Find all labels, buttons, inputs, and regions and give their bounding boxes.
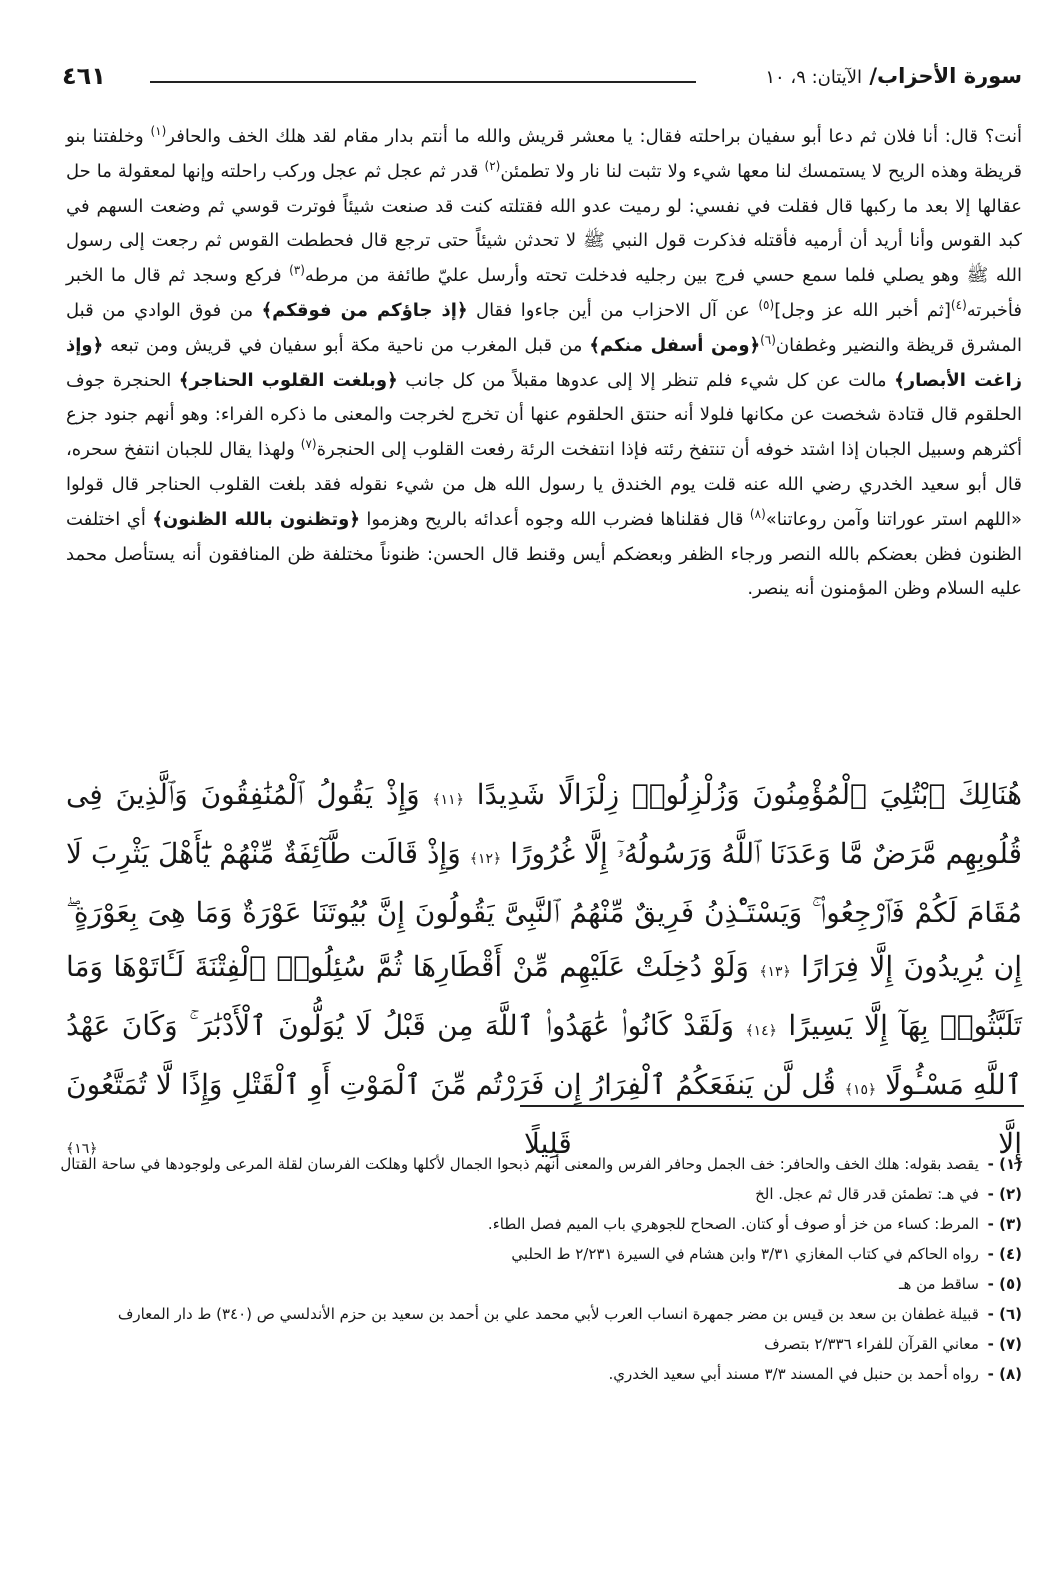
commentary-segment: فركع وسجد ثم قال ما الخبر فأخبرته [66,265,1022,321]
footnote-ref: (١) [150,124,167,138]
footnote-separator [520,1105,1024,1107]
footnote [56,1300,1022,1328]
footnote-text: المرط: كساء من خز أو صوف أو كتان. الصحاح للجوهري باب الميم فصل الطاء. [487,1215,979,1233]
footnote-number: (٨) - [987,1365,1022,1383]
verse-number: ﴿١٥﴾ [844,1082,877,1098]
footnote-ref: (٧) [300,437,317,452]
verse-number: ﴿١١﴾ [432,792,464,808]
footnote-number: (٤) - [987,1245,1022,1263]
commentary-segment: ولهذا يقال للجبان انتفخ سحره، قال أبو سعيد الخدري رضي الله عنه قلت يوم الخندق يا رسول الله هل من شيء نقوله فقد بلغت القلوب الحناجر قال قولوا «اللهم استر عوراتنا وآمن روعاتنا» [66,439,1023,530]
quran-quote: ﴿ومن أسفل منكم﴾ [589,334,761,356]
footnote-number: (٥) - [987,1275,1022,1293]
commentary-segment: قدر ثم عجل ثم عجل وركب راحلته وإنها لمعقولة ما حل عقالها إلا بعد ما ركبها قال فقلت في نفسي: لو رميت عدو الله فقتلته كنت قد صنعت شيئاً فوترت قوسي ثم وضعت السهم في كبد القوس وأنا أريد أن أرميه فأقتله فذكرت قول النبي ﷺ لا تحدثن شيئاً حتى ترجع قال فحططت القوس ثم رجعت إلى رسول الله ﷺ وهو يصلي فلما سمع حسي فرج بين رجليه فدخلت تحته وأرسل عليّ طائفة من مرطه [66,160,1022,287]
footnote-ref: (٣) [289,263,305,278]
verse-text: وَإِذْ يَقُولُ ٱلْمُنَٰفِقُونَ وَٱلَّذِينَ فِى قُلُوبِهِم مَّرَضٌ مَّا وَعَدَنَا ٱللَّهُ وَرَسُولُهُۥٓ إِلَّا غُرُورًا [66,778,1023,870]
footnote-text: رواه أحمد بن حنبل في المسند ٣/٣ مسند أبي سعيد الخدري. [608,1365,979,1383]
footnote-number: (٣) - [987,1215,1022,1233]
commentary-segment: عن آل الاحزاب من أين جاءوا فقال [467,299,759,321]
commentary-text [66,120,1022,607]
footnote-number: (٦) - [987,1305,1022,1323]
footnote [56,1240,1022,1268]
footnote-text: قبيلة غطفان بن سعد بن قيس بن مضر جمهرة انساب العرب لأبي محمد علي بن أحمد بن سعيد بن حزم الأندلسي ص (٣٤٠) ط دار المعارف [117,1305,979,1323]
verse-text: قُل لَّن يَنفَعَكُمُ ٱلْفِرَارُ إِن فَرَرْتُم مِّنَ ٱلْمَوْتِ أَوِ ٱلْقَتْلِ وَإِذًا لَّا تُمَتَّعُونَ إِلَّا قَلِيلًا [66,1068,1022,1160]
surah-name: سورة الأحزاب/ [869,64,1022,88]
verse-number: ﴿١٦﴾ [66,1141,98,1157]
ayat-label: الآيتان: ٩، ١٠ [765,67,863,88]
footnote-text: يقصد بقوله: هلك الخف والحافر: خف الجمل وحافر الفرس والمعنى أنهم ذبحوا الجمال لأكلها وهلكت الفرسان لقلة المرعى ولوجودها في ساحة القتال [60,1155,979,1173]
commentary-segment: قال فقلناها فضرب الله وجوه أعدائه بالريح وهزموا [359,508,750,530]
footnote-ref: (٢) [484,158,501,173]
footnote-text: رواه الحاكم في كتاب المغازي ٣/٣١ وابن هشام في السيرة ٢/٢٣١ ط الحلبي [511,1245,979,1263]
verse-number: ﴿١٣﴾ [759,964,791,980]
footnote-text: معاني القرآن للفراء ٢/٣٣٦ بتصرف [764,1335,979,1353]
footnote-text: ساقط من هـ [899,1275,979,1293]
footnotes [56,1150,1022,1390]
verse-number: ﴿١٤﴾ [745,1023,777,1039]
quran-quote: ﴿وتظنون بالله الظنون﴾ [152,508,360,530]
quran-verses [66,768,1022,1176]
quran-quote: ﴿إذ جاؤكم من فوقكم﴾ [261,299,468,321]
verse-text: هُنَالِكَ ٱبْتُلِيَ ٱلْمُؤْمِنُونَ وَزُلْزِلُوا۟ زِلْزَالًا شَدِيدًا [476,778,1022,811]
commentary-segment: مالت عن كل شيء فلم تنظر إلا إلى عدوها مقبلاً من كل جانب [397,369,895,391]
footnote-ref: (٦) [760,332,776,347]
commentary-segment: وخلفتنا بنو قريظة وهذه الريح لا يستمسك لنا معها شيء ولا تثبت لنا نار ولا تطمئن [66,126,1022,182]
commentary-segment: أي اختلفت الظنون فظن بعضكم بالله النصر ورجاء الظفر وبعضكم أيس وقنط قال الحسن: ظنوناً مختلفة ظن المنافقون أنه يستأصل محمد عليه السلام وظن المؤمنون أنه ينصر. [66,508,1022,600]
header-rule [150,81,696,83]
footnote-ref: (٨) [749,506,766,521]
footnote-text: في هـ: تطمئن قدر قال ثم عجل. الخ [755,1185,979,1203]
footnote-number: (٢) - [987,1185,1022,1203]
commentary-segment: أنت؟ قال: أنا فلان ثم دعا أبو سفيان براحلته فقال: يا معشر قريش والله ما أنتم بدار مقام لقد هلك الخف والحافر [166,126,1022,147]
footnote [56,1180,1022,1208]
commentary-segment: من فوق الوادي من قبل المشرق قريظة والنضير وغطفان [66,299,1022,356]
footnote [56,1270,1022,1298]
footnote [56,1330,1022,1358]
footnote [56,1360,1022,1388]
verse-text: وَإِذْ قَالَت طَّآئِفَةٌ مِّنْهُمْ يَٰٓأَهْلَ يَثْرِبَ لَا مُقَامَ لَكُمْ فَٱرْجِعُوا۟ ۚ وَيَسْتَـْٔذِنُ فَرِيقٌ مِّنْهُمُ ٱلنَّبِىَّ يَقُولُونَ إِنَّ بُيُوتَنَا عَوْرَةٌ وَمَا هِىَ بِعَوْرَةٍ ۖ إِن يُرِيدُونَ إِلَّا فِرَارًا [66,837,1022,983]
footnote [56,1210,1022,1238]
quran-quote: ﴿وإذ زاغت الأبصار﴾ [66,334,1022,391]
quran-quote: ﴿وبلغت القلوب الحناجر﴾ [178,369,398,391]
surah-title [765,64,1022,88]
footnote-ref: (٥) [758,297,775,312]
footnote [56,1150,1022,1178]
verse-text: وَلَقَدْ كَانُوا۟ عَٰهَدُوا۟ ٱللَّهَ مِن قَبْلُ لَا يُوَلُّونَ ٱلْأَدْبَٰرَ ۚ وَكَانَ عَهْدُ ٱللَّهِ مَسْـُٔولًا [66,1009,1023,1101]
page-header [62,62,1022,98]
verse-text: وَلَوْ دُخِلَتْ عَلَيْهِم مِّنْ أَقْطَارِهَا ثُمَّ سُئِلُوا۟ ٱلْفِتْنَةَ لَـَٔاتَوْهَا وَمَا تَلَبَّثُوا۟ بِهَآ إِلَّا يَسِيرًا [66,950,1023,1042]
verse-number: ﴿١٢﴾ [469,851,502,867]
page-number: ٤٦١ [62,62,106,90]
commentary-segment: الحنجرة جوف الحلقوم قال قتادة شخصت عن مكانها فلولا أنه حنتق الحلقوم عنها أن تخرج لخرجت والمعنى ما ذكره الفراء: وهو أنهم جنود جزع أكثرهم وسبيل الجبان إذا اشتد خوفه أن تنتفخ رئته فإذا انتفخت الرئة رفعت القلوب إلى الحنجرة [66,369,1023,461]
footnote-number: (٧) - [987,1335,1022,1353]
footnote-ref: (٤) [950,297,967,312]
commentary-segment: [ثم أخبر الله عز وجل] [774,299,951,321]
footnote-number: (١) - [987,1155,1022,1173]
commentary-segment: من قبل المغرب من ناحية مكة أبو سفيان في قريش ومن تبعه [103,334,590,356]
